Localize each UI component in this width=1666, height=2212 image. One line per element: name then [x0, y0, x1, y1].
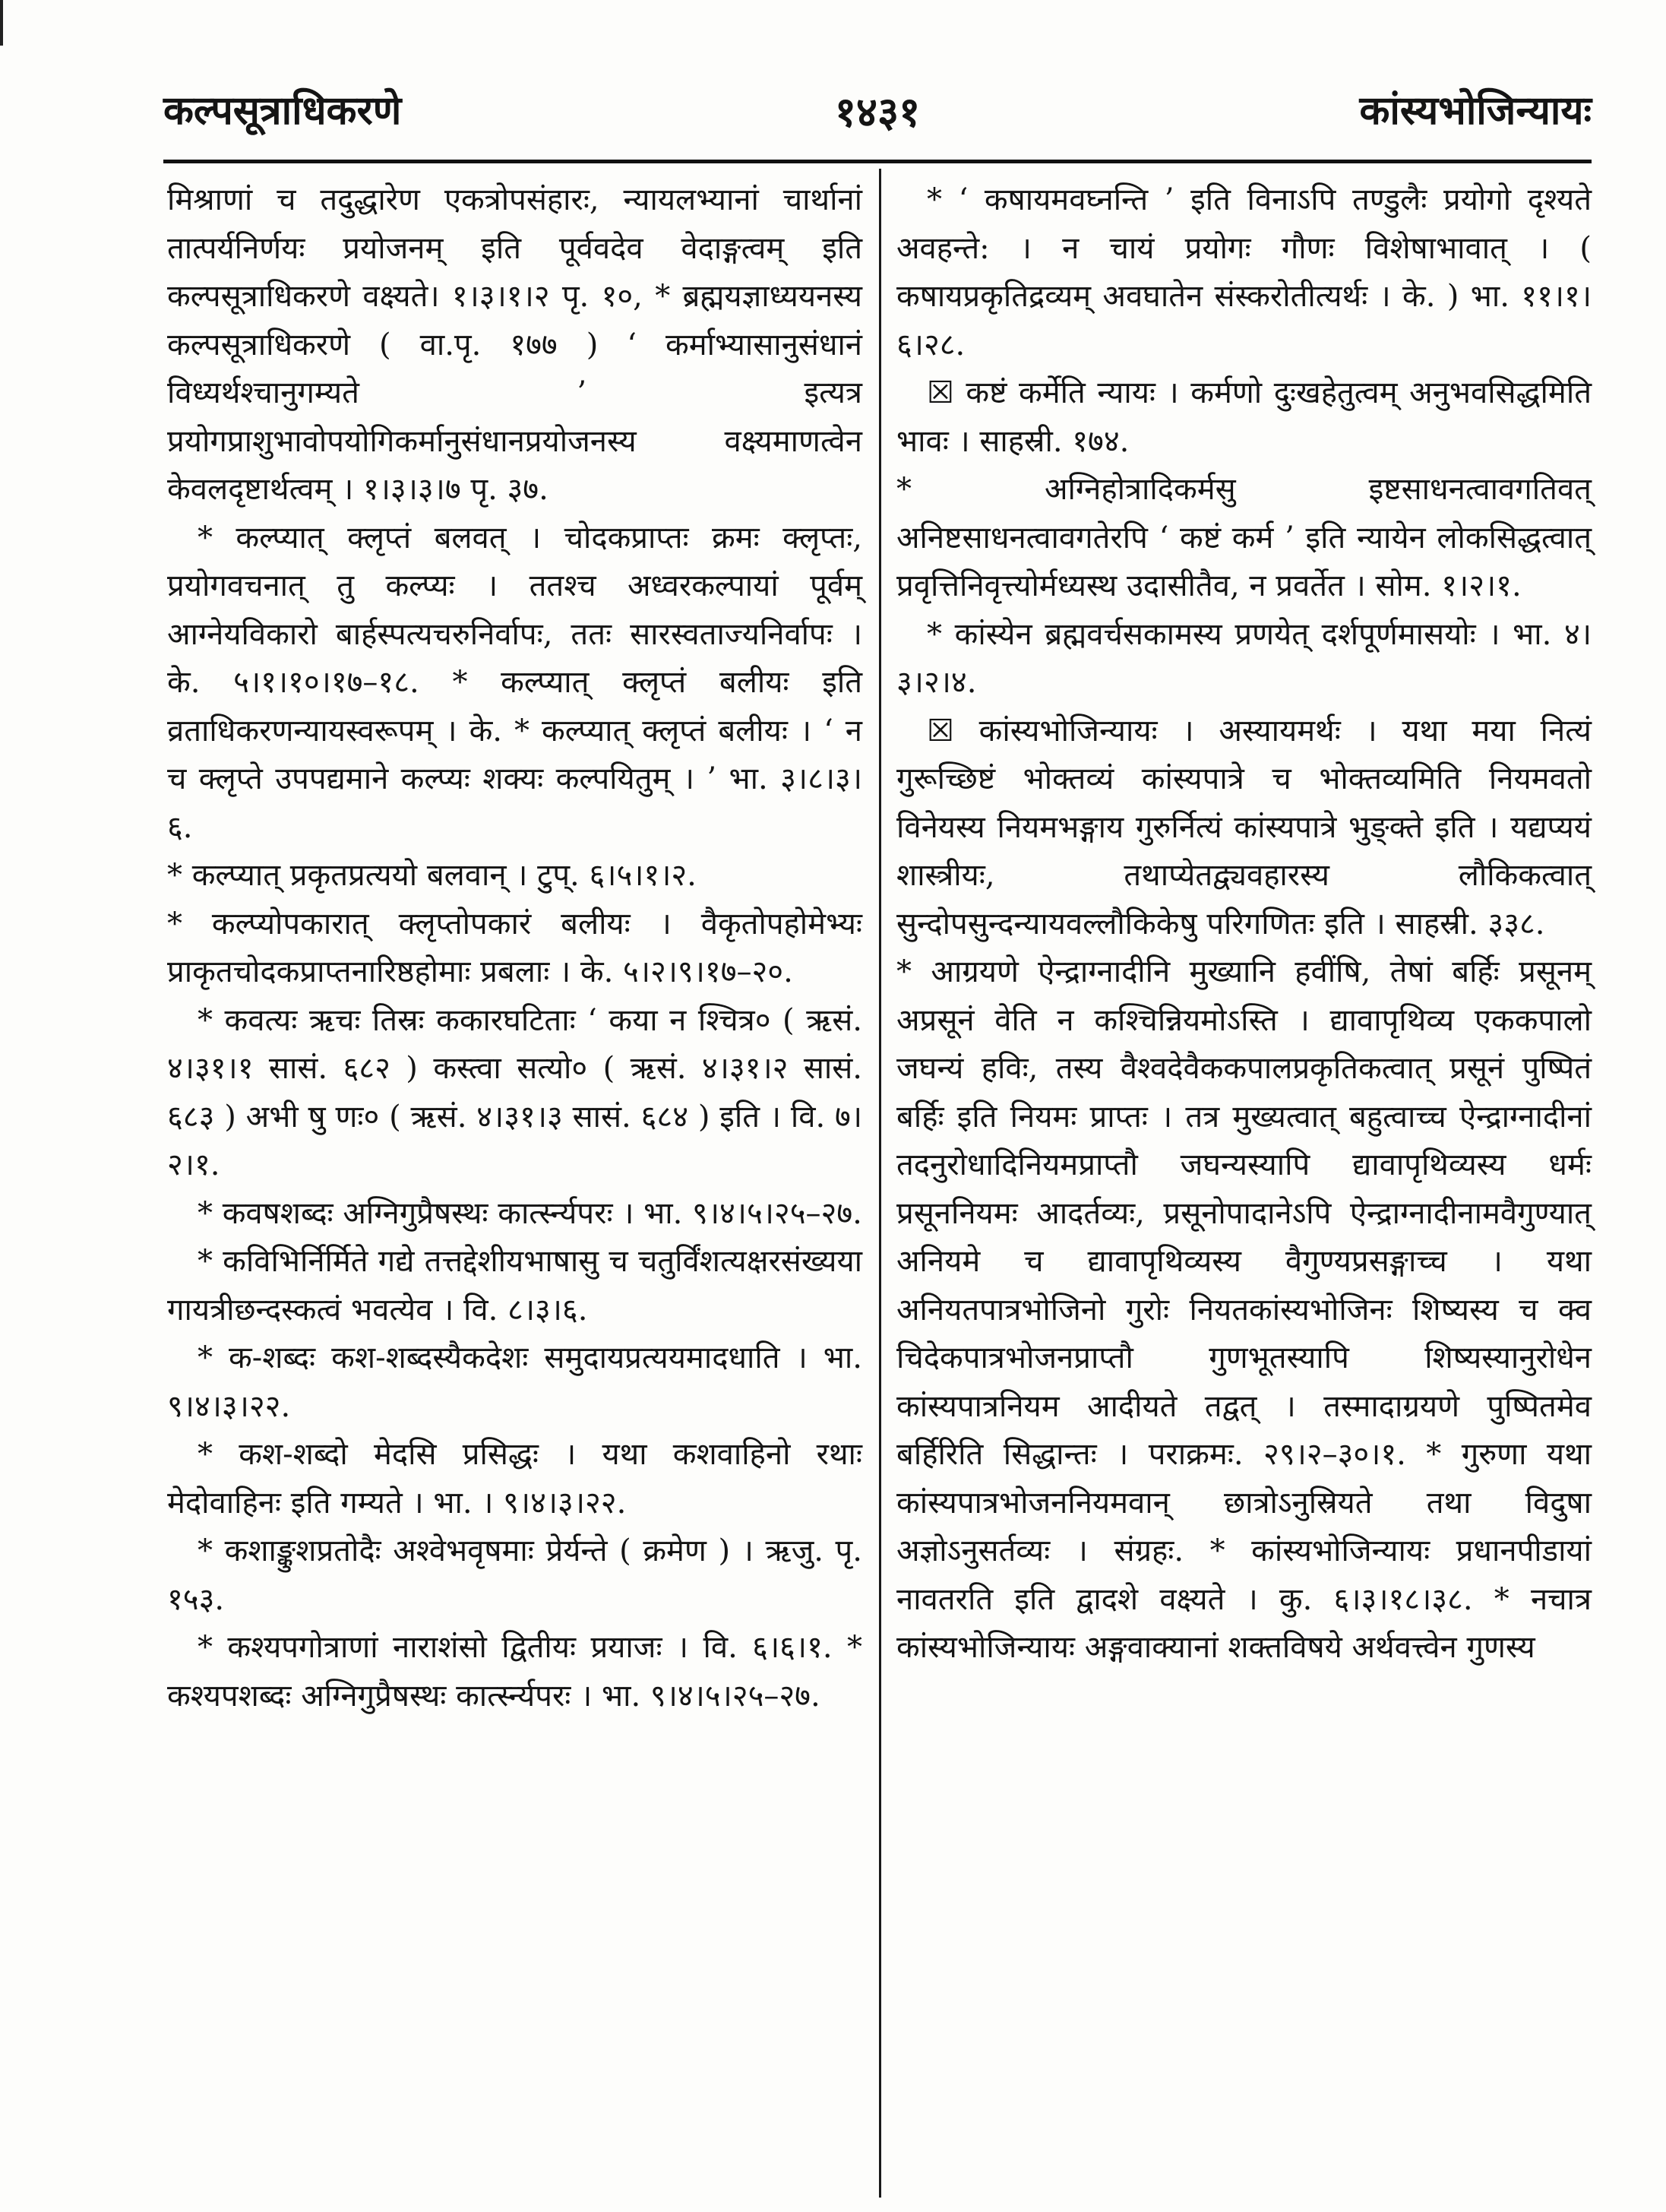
right-column	[896, 176, 1592, 1672]
header-rule	[163, 160, 1592, 163]
left-paragraph: * कवत्यः ऋचः तिस्रः ककारघटिताः ‘ कया न श्चित्र० ( ऋसं. ४।३१।१ सासं. ६८२ ) कस्त्वा सत्यो० ( ऋसं. ४।३१।२ सासं. ६८३ ) अभी षु णः० ( ऋसं. ४।३१।३ सासं. ६८४ ) इति । वि. ७।२।१.	[167, 1002, 862, 1182]
right-paragraph: ☒ कांस्यभोजिन्यायः । अस्यायमर्थः । यथा मया नित्यं गुरूच्छिष्टं भोक्तव्यं कांस्यपात्रे च भोक्तव्यमिति नियमवतो विनेयस्य नियमभङ्गाय गुरुर्नित्यं कांस्यपात्रे भुङ्क्ते इति । यद्यप्ययं शास्त्रीयः, तथाप्येतद्व्यवहारस्य लौकिकत्वात् सुन्दोपसुन्दन्यायवल्लौकिकेषु परिगणितः इति । साहस्री. ३३८.	[896, 713, 1592, 941]
column-divider	[879, 169, 881, 2198]
right-paragraph: * अग्निहोत्रादिकर्मसु इष्टसाधनत्वावगतिवत् अनिष्टसाधनत्वावगतेरपि ‘ कष्टं कर्म ’ इति न्यायेन लोकसिद्धत्वात् प्रवृत्तिनिवृत्त्योर्मध्यस्थ उदासीतैव, न प्रवर्तेत । सोम. १।२।१.	[896, 472, 1592, 603]
left-paragraph: * कवषशब्दः अग्निगुप्रैषस्थः कार्त्स्न्यपरः । भा. ९।४।५।२५–२७.	[198, 1195, 862, 1231]
left-paragraph: * क-शब्दः कश-शब्दस्यैकदेशः समुदायप्रत्ययमादधाति । भा. ९।४।३।२२.	[167, 1340, 862, 1424]
right-paragraph: ☒ कष्टं कर्मेति न्यायः । कर्मणो दुःखहेतुत्वम् अनुभवसिद्धमिति भावः । साहस्री. १७४.	[896, 375, 1592, 459]
left-column	[167, 176, 862, 1720]
left-paragraph: * कश-शब्दो मेदसि प्रसिद्धः । यथा कशवाहिनो रथाः मेदोवाहिनः इति गम्यते । भा. । ९।४।३।२२.	[167, 1437, 862, 1521]
right-paragraph: * ‘ कषायमवघ्नन्ति ’ इति विनाऽपि तण्डुलैः प्रयोगो दृश्यते अवहन्ते: । न चायं प्रयोगः गौणः विशेषाभावात् । ( कषायप्रकृतिद्रव्यम् अवघातेन संस्करोतीत्यर्थः । के. ) भा. ११।१।६।२८.	[896, 182, 1592, 362]
header-left-title: कल्पसूत्राधिकरणे	[163, 87, 402, 134]
left-paragraph: * कल्प्यात् क्लृप्तं बलवत् । चोदकप्राप्तः क्रमः क्लृप्तः, प्रयोगवचनात् तु कल्प्यः । ततश्च अध्वरकल्पायां पूर्वम् आग्नेयविकारो बार्हस्पत्यचरुनिर्वापः, ततः सारस्वताज्यनिर्वापः । के. ५।१।१०।१७–१८. * कल्प्यात् क्लृप्तं बलीयः इति व्रताधिकरणन्यायस्वरूपम् । के. * कल्प्यात् क्लृप्तं बलीयः । ‘ न च क्लृप्ते उपपद्यमाने कल्प्यः शक्यः कल्पयितुम् । ’ भा. ३।८।३।६.	[167, 520, 862, 845]
running-header	[163, 82, 1592, 150]
scan-edge-mark	[0, 0, 3, 46]
left-paragraph: मिश्राणां च तदुद्धारेण एकत्रोपसंहारः, न्यायलभ्यानां चार्थानां तात्पर्यनिर्णयः प्रयोजनम् इति पूर्ववदेव वेदाङ्गत्वम् इति कल्पसूत्राधिकरणे वक्ष्यते। १।३।१।२ पृ. १०, * ब्रह्मयज्ञाध्ययनस्य कल्पसूत्राधिकरणे ( वा.पृ. १७७ ) ‘ कर्माभ्यासानुसंधानं विध्यर्थश्चानुगम्यते ’ इत्यत्र प्रयोगप्राशुभावोपयोगिकर्मानुसंधानप्रयोजनस्य वक्ष्यमाणत्वेन केवलदृष्टार्थत्वम् । १।३।३।७ पृ. ३७.	[167, 182, 862, 507]
right-paragraph: * कांस्येन ब्रह्मवर्चसकामस्य प्रणयेत् दर्शपूर्णमासयोः । भा. ४।३।२।४.	[896, 616, 1592, 700]
header-right-title: कांस्यभोजिन्यायः	[1359, 87, 1592, 134]
left-paragraph: * कविभिर्निर्मिते गद्ये तत्तद्देशीयभाषासु च चतुर्विंशत्यक्षरसंख्यया गायत्रीछन्दस्कत्वं भवत्येव । वि. ८।३।६.	[167, 1244, 862, 1328]
page-number: १४३१	[834, 87, 921, 136]
left-paragraph: * कशाङ्कुशप्रतोदैः अश्वेभवृषमाः प्रेर्यन्ते ( क्रमेण ) । ऋजु. पृ. १५३.	[167, 1533, 862, 1617]
left-paragraph: * कल्प्योपकारात् क्लृप्तोपकारं बलीयः । वैकृतोपहोमेभ्यः प्राकृतचोदकप्राप्तनारिष्ठहोमाः प्रबलाः । के. ५।२।९।१७–२०.	[167, 906, 862, 989]
left-paragraph: * कश्यपगोत्राणां नाराशंसो द्वितीयः प्रयाजः । वि. ६।६।१. * कश्यपशब्दः अग्निगुप्रैषस्थः कार्त्स्न्यपरः । भा. ९।४।५।२५–२७.	[167, 1630, 862, 1714]
left-paragraph: * कल्प्यात् प्रकृतप्रत्ययो बलवान् । टुप्. ६।५।१।२.	[167, 858, 697, 893]
right-paragraph: * आग्रयणे ऐन्द्राग्नादीनि मुख्यानि हवींषि, तेषां बर्हिः प्रसूनम् अप्रसूनं वेति न कश्चिन्नियमोऽस्ति । द्यावापृथिव्य एककपालो जघन्यं हविः, तस्य वैश्वदेवैककपालप्रकृतिकत्वात् प्रसूनं पुष्पितं बर्हिः इति नियमः प्राप्तः । तत्र मुख्यत्वात् बहुत्वाच्च ऐन्द्राग्नादीनां तदनुरोधादिनियमप्राप्तौ जघन्यस्यापि द्यावापृथिव्यस्य धर्मः प्रसूननियमः आदर्तव्यः, प्रसूनोपादानेऽपि ऐन्द्राग्नादीनामवैगुण्यात् अनियमे च द्यावापृथिव्यस्य वैगुण्यप्रसङ्गाच्च । यथा अनियतपात्रभोजिनो गुरोः नियतकांस्यभोजिनः शिष्यस्य च क्व चिदेकपात्रभोजनप्राप्तौ गुणभूतस्यापि शिष्यस्यानुरोधेन कांस्यपात्रनियम आदीयते तद्वत् । तस्मादाग्रयणे पुष्पितमेव बर्हिरिति सिद्धान्तः । पराक्रमः. २९।२–३०।१. * गुरुणा यथा कांस्यपात्रभोजननियमवान् छात्रोऽनुस्रियते तथा विदुषा अज्ञोऽनुसर्तव्यः । संग्रहः. * कांस्यभोजिन्यायः प्रधानपीडायां नावतरति इति द्वादशे वक्ष्यते । कु. ६।३।१८।३८. * नचात्र कांस्यभोजिन्यायः अङ्गवाक्यानां शक्तविषये अर्थवत्त्वेन गुणस्य	[896, 954, 1592, 1665]
